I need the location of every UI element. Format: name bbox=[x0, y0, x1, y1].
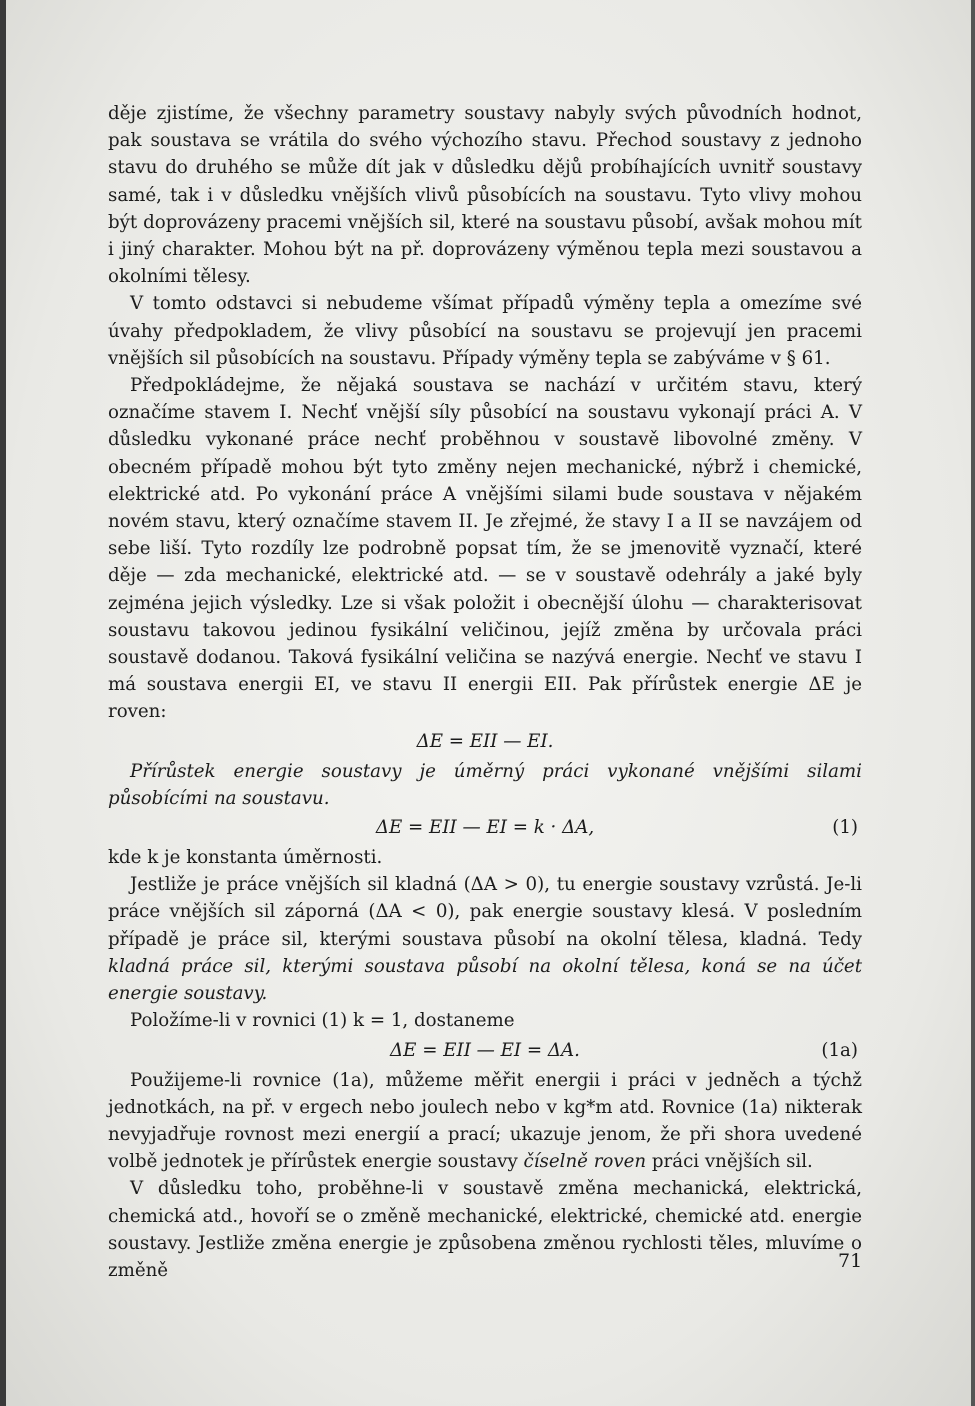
paragraph-7: Položíme-li v rovnici (1) k = 1, dostaneme bbox=[130, 1010, 515, 1032]
paragraph-9: V důsledku toho, proběhne-li v soustavě změna mechanická, elektrická, chemická atd., hovoří se o změně mechanické, elektrické, chemické atd. energie soustavy. Jestliže změna energie je způsobena změnou rychlosti těles, mluvíme o změně bbox=[108, 1178, 862, 1281]
equation-1 bbox=[108, 812, 862, 844]
page-text bbox=[108, 100, 862, 1284]
equation-delta-e-text: ΔE = EII — EI. bbox=[416, 730, 554, 752]
paragraph-8-text: Použijeme-li rovnice (1a), můžeme měřit energii i práci v jedněch a týchž jednotkách, na př. v ergech nebo joulech nebo v kg*m atd. Rovnice (1a) nikterak nevyjadřuje rovnost mezi energií a prací; ukazuje jenom, že při shora uvedené volbě jednotek je přírůstek energie soustavy bbox=[108, 1069, 862, 1173]
equation-1-number: (1) bbox=[832, 817, 858, 839]
paragraph-1: děje zjistíme, že všechny parametry soustavy nabyly svých původních hodnot, pak soustava se vrátila do svého výchozího stavu. Přechod soustavy z jednoho stavu do druhého se může dít jak v důsledku dějů probíhajících uvnitř soustavy samé, tak i v důsledku vnějších vlivů působících na soustavu. Tyto vlivy mohou být doprovázeny pracemi vnějších sil, které na soustavu působí, avšak mohou mít i jiný charakter. Mohou být na př. doprovázeny výměnou tepla mezi soustavou a okolními tělesy. bbox=[108, 103, 862, 288]
equation-1a-text: ΔE = EII — EI = ΔA. bbox=[390, 1039, 580, 1061]
paragraph-8 bbox=[108, 1067, 862, 1176]
paragraph-6-text: Jestliže je práce vnějších sil kladná (ΔA > 0), tu energie soustavy vzrůstá. Je-li práce vnějších sil záporná (ΔA < 0), pak energie soustavy klesá. V posledním případě je práce sil, kterými soustava působí na okolní tělesa, kladná. Tedy bbox=[108, 874, 862, 950]
equation-1a bbox=[108, 1035, 862, 1067]
page-edge-right bbox=[971, 0, 975, 1406]
paragraph-5: kde k je konstanta úměrnosti. bbox=[108, 847, 383, 869]
paragraph-8-end: práci vnějších sil. bbox=[651, 1151, 813, 1173]
equation-delta-e bbox=[108, 726, 862, 758]
page-edge-left bbox=[0, 0, 6, 1406]
paragraph-8-italic: číselně roven bbox=[523, 1151, 647, 1173]
equation-1a-number: (1a) bbox=[821, 1039, 858, 1061]
paragraph-2: V tomto odstavci si nebudeme všímat případů výměny tepla a omezíme své úvahy předpokladem, že vlivy působící na soustavu se projevují jen pracemi vnějších sil působících na soustavu. Případy výměny tepla se zabýváme v § 61. bbox=[108, 293, 862, 369]
paragraph-6 bbox=[108, 871, 862, 1007]
paragraph-6-italic: kladná práce sil, kterými soustava působí na okolní tělesa, koná se na účet energie soustavy. bbox=[108, 955, 862, 1005]
equation-1-text: ΔE = EII — EI = k · ΔA, bbox=[375, 817, 595, 839]
page-number: 71 bbox=[838, 1250, 863, 1272]
paragraph-3: Předpokládejme, že nějaká soustava se nachází v určitém stavu, který označíme stavem I. Nechť vnější síly působící na soustavu vykonají práci A. V důsledku vykonané práce nechť proběhnou v soustavě libovolné změny. V obecném případě mohou být tyto změny nejen mechanické, nýbrž i chemické, elektrické atd. Po vykonání práce A vnějšími silami bude soustava v nějakém novém stavu, který označíme stavem II. Je zřejmé, že stavy I a II se navzájem od sebe liší. Tyto rozdíly lze podrobně popsat tím, že se jmenovitě vyznačí, které děje — zda mechanické, elektrické atd. — se v soustavě odehrály a jaké byly zejména jejich výsledky. Lze si však položit i obecnější úlohu — charakterisovat soustavu takovou jedinou fysikální veličinou, jejíž změna by určovala práci soustavě dodanou. Taková fysikální veličina se nazývá energie. Nechť ve stavu I má soustava energii EI, ve stavu II energii EII. Pak přírůstek energie ΔE je roven: bbox=[108, 375, 862, 723]
paragraph-energy-statement: Přírůstek energie soustavy je úměrný práci vykonané vnějšími silami působícími na soustavu. bbox=[108, 760, 862, 809]
